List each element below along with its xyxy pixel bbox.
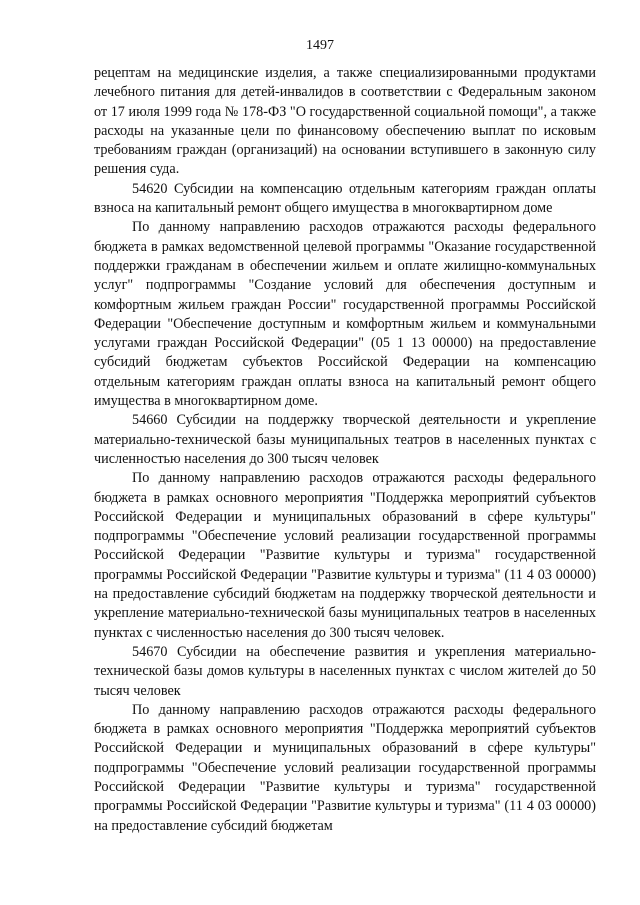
paragraph-54670-description: По данному направлению расходов отражаются расходы федерального бюджета в рамках основного мероприятия "Поддержка мероприятий субъектов Российской Федерации и муниципальных образований в сфере культуры" подпрограммы "Обеспечение условий реализации государственной программы Российской Федерации "Развитие культуры и туризма" государственной программы Российской Федерации "Развитие культуры и туризма" (11 4 03 00000) на предоставление субсидий бюджетам: [94, 701, 596, 834]
section-heading-54620: 54620 Субсидии на компенсацию отдельным категориям граждан оплаты взноса на капитальный ремонт общего имущества в многоквартирном доме: [94, 180, 596, 217]
paragraph-continuation: рецептам на медицинские изделия, а также специализированными продуктами лечебного питания для детей-инвалидов в соответствии с Федеральным законом от 17 июля 1999 года № 178-ФЗ "О государственной социальной помощи", а также расходы на указанные цели по финансовому обеспечению выплат по исковым требованиям граждан (организаций) на основании вступившего в законную силу решения суда.: [94, 65, 596, 178]
paragraph-54620-description: По данному направлению расходов отражаются расходы федерального бюджета в рамках ведомственной целевой программы "Оказание государственной поддержки гражданам в обеспечении жильем и оплате жилищно-коммунальных услуг" подпрограммы "Создание условий для обеспечения доступным и комфортным жильем граждан России" государственной программы Российской Федерации "Обеспечение доступным и комфортным жильем и коммунальными услугами граждан Российской Федерации" (05 1 13 00000) на предоставление субсидий бюджетам субъектов Российской Федерации на компенсацию отдельным категориям граждан оплаты взноса на капитальный ремонт общего имущества в многоквартирном доме.: [94, 219, 596, 410]
page-number: 1497: [306, 38, 334, 53]
section-heading-54660: 54660 Субсидии на поддержку творческой деятельности и укрепление материально-технической базы муниципальных театров в населенных пунктах с численностью населения до 300 тысяч человек: [94, 412, 596, 467]
paragraph-54660-description: По данному направлению расходов отражаются расходы федерального бюджета в рамках основного мероприятия "Поддержка мероприятий субъектов Российской Федерации и муниципальных образований в сфере культуры" подпрограммы "Обеспечение условий реализации государственной программы Российской Федерации "Развитие культуры и туризма" государственной программы Российской Федерации "Развитие культуры и туризма" (11 4 03 00000) на предоставление субсидий бюджетам на поддержку творческой деятельности и укрепление материально-технической базы муниципальных театров в населенных пунктах с численностью населения до 300 тысяч человек.: [94, 470, 596, 641]
section-heading-54670: 54670 Субсидии на обеспечение развития и укрепления материально-технической базы домов культуры в населенных пунктах с числом жителей до 50 тысяч человек: [94, 643, 596, 699]
document-body: [94, 64, 596, 836]
